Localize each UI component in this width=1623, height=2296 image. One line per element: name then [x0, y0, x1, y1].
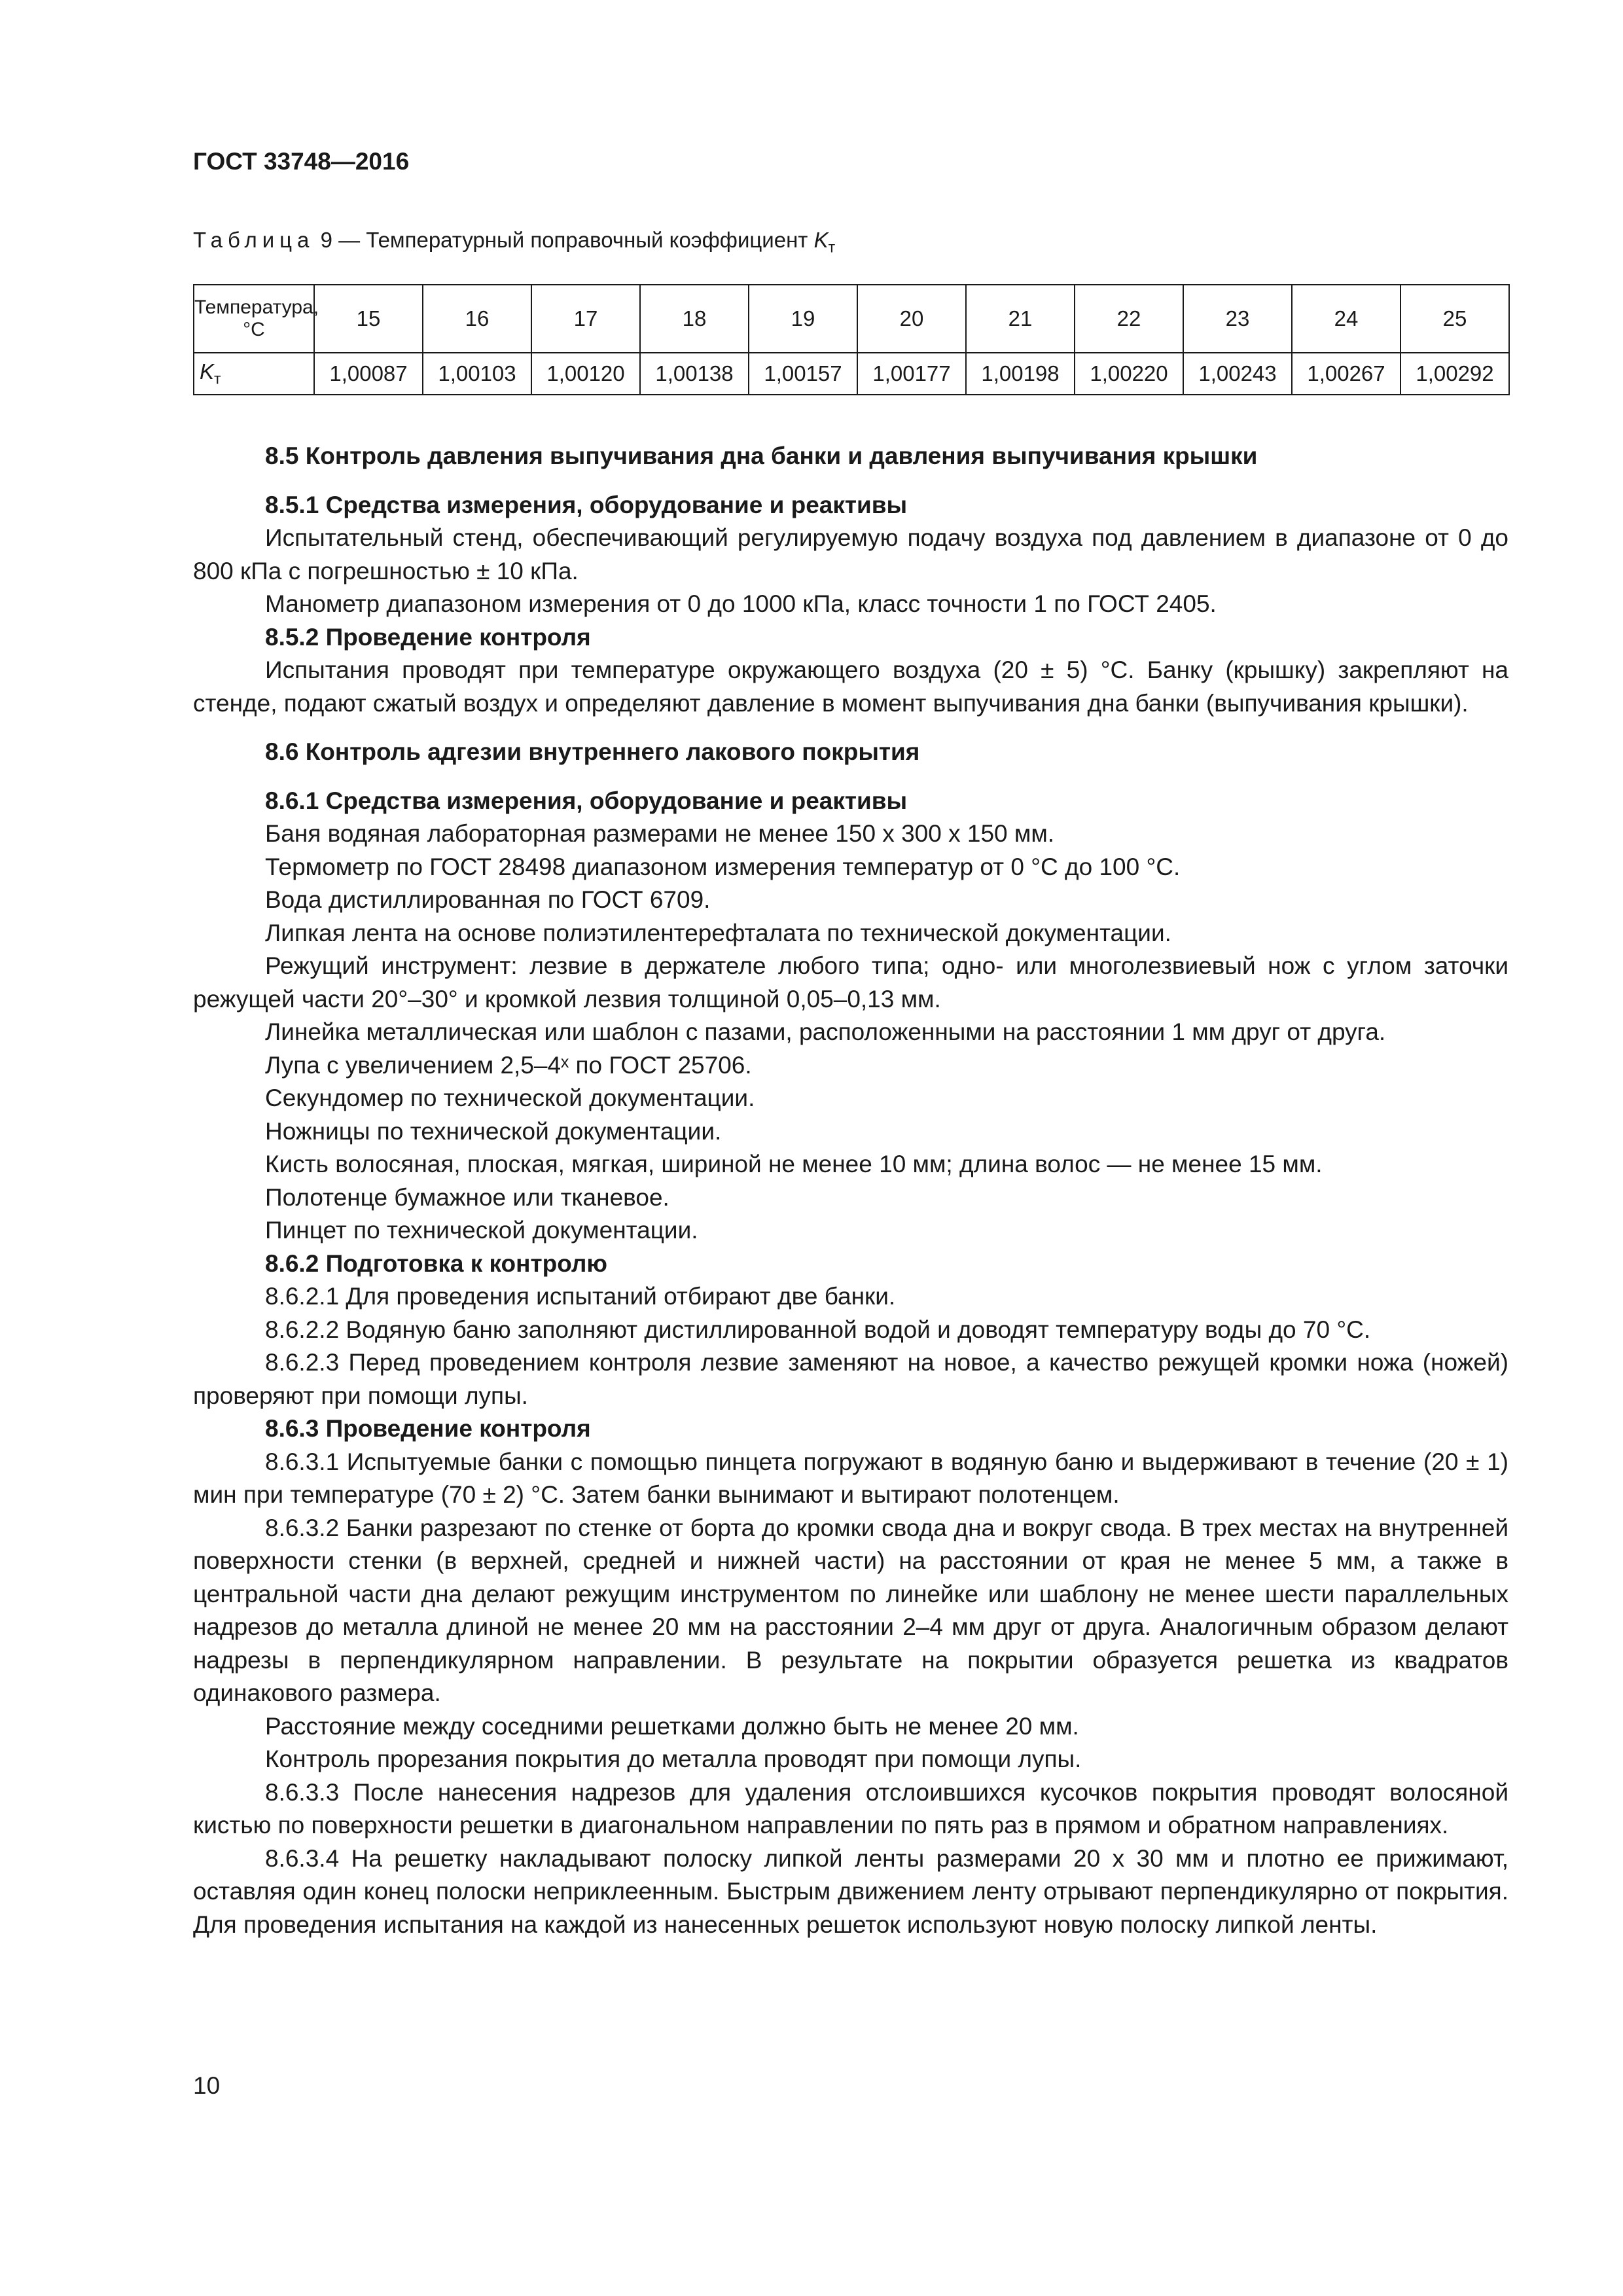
paragraph: Баня водяная лабораторная размерами не менее 150 x 300 x 150 мм. — [265, 820, 1055, 847]
paragraph: Расстояние между соседними решетками должно быть не менее 20 мм. — [265, 1712, 1079, 1740]
table-caption-label: Таблица — [193, 228, 315, 252]
table-cell-temperature: 23 — [1183, 285, 1292, 353]
paragraph: 8.6.2.1 Для проведения испытаний отбирают две банки. — [265, 1283, 896, 1310]
table-row-header-coefficient — [194, 353, 314, 395]
paragraph: Манометр диапазоном измерения от 0 до 1000 кПа, класс точности 1 по ГОСТ 2405. — [265, 590, 1217, 617]
section-heading-8-6-2: 8.6.2 Подготовка к контролю — [265, 1249, 608, 1277]
section-heading-8-6-1: 8.6.1 Средства измерения, оборудование и реактивы — [265, 787, 908, 814]
document-body — [193, 440, 1508, 1941]
table-row-header-symbol: K — [200, 359, 215, 384]
page-number: 10 — [193, 2072, 221, 2099]
table-cell-coefficient: 1,00292 — [1400, 353, 1509, 395]
paragraph: Лупа с увеличением 2,5–4ˣ по ГОСТ 25706. — [265, 1051, 752, 1079]
paragraph: 8.6.3.2 Банки разрезают по стенке от борта до кромки свода дна и вокруг свода. В трех местах на внутренней поверхности стенки (в верхней, средней и нижней части) на расстоянии от края не менее 5 мм, а также в центральной части дна делают режущим инструментом по линейке или шаблону не менее шести параллельных надрезов до металла длиной не менее 20 мм на расстоянии 2–4 мм друг от друга. Аналогичным образом делают надрезы в перпендикулярном направлении. В результате на покрытии образуется решетка из квадратов одинакового размера. — [193, 1514, 1508, 1706]
paragraph: Линейка металлическая или шаблон с пазами, расположенными на расстоянии 1 мм друг от друга. — [265, 1018, 1386, 1045]
paragraph: 8.6.3.1 Испытуемые банки с помощью пинцета погружают в водяную баню и выдерживают в течение (20 ± 1) мин при температуре (70 ± 2) °С. Затем банки вынимают и вытирают полотенцем. — [193, 1448, 1508, 1508]
paragraph: 8.6.3.3 После нанесения надрезов для удаления отслоившихся кусочков покрытия проводят волосяной кистью по поверхности решетки в диагональном направлении по пять раз в прямом и обратном направлениях. — [193, 1778, 1508, 1839]
paragraph: Вода дистиллированная по ГОСТ 6709. — [265, 886, 711, 913]
document-header: ГОСТ 33748—2016 — [193, 148, 410, 175]
paragraph: Испытания проводят при температуре окружающего воздуха (20 ± 5) °С. Банку (крышку) закрепляют на стенде, подают сжатый воздух и определяют давление в момент выпучивания дна банки (выпучивания крышки). — [193, 656, 1508, 717]
table-row-temperature — [194, 285, 1509, 353]
table-cell-coefficient: 1,00267 — [1292, 353, 1400, 395]
paragraph: Липкая лента на основе полиэтилентерефталата по технической документации. — [265, 919, 1171, 946]
table-cell-temperature: 17 — [531, 285, 640, 353]
section-heading-8-6-3: 8.6.3 Проведение контроля — [265, 1415, 591, 1442]
paragraph: Секундомер по технической документации. — [265, 1085, 755, 1111]
table-cell-temperature: 21 — [966, 285, 1075, 353]
table-cell-coefficient: 1,00243 — [1183, 353, 1292, 395]
paragraph: Полотенце бумажное или тканевое. — [265, 1183, 669, 1211]
table-caption-number: 9 — [320, 228, 332, 252]
table-cell-temperature: 22 — [1075, 285, 1183, 353]
table-cell-temperature: 18 — [640, 285, 749, 353]
table-cell-coefficient: 1,00157 — [749, 353, 857, 395]
table-row-coefficient — [194, 353, 1509, 395]
table-cell-coefficient: 1,00120 — [531, 353, 640, 395]
table-cell-temperature: 15 — [314, 285, 423, 353]
section-heading-8-5-1: 8.5.1 Средства измерения, оборудование и реактивы — [265, 491, 908, 518]
paragraph: Режущий инструмент: лезвие в держателе любого типа; одно- или многолезвиевый нож с углом заточки режущей части 20°–30° и кромкой лезвия толщиной 0,05–0,13 мм. — [193, 952, 1508, 1013]
paragraph: Испытательный стенд, обеспечивающий регулируемую подачу воздуха под давлением в диапазоне от 0 до 800 кПа с погрешностью ± 10 кПа. — [193, 524, 1508, 584]
paragraph: Ножницы по технической документации. — [265, 1117, 722, 1145]
paragraph: Контроль прорезания покрытия до металла проводят при помощи лупы. — [265, 1746, 1082, 1772]
paragraph: 8.6.2.2 Водяную баню заполняют дистиллированной водой и доводят температуру воды до 70 °С. — [265, 1316, 1371, 1343]
table-row-header-temperature: Температура, °С — [194, 285, 314, 353]
table-cell-temperature: 19 — [749, 285, 857, 353]
table-cell-temperature: 16 — [423, 285, 531, 353]
paragraph: Пинцет по технической документации. — [265, 1217, 698, 1244]
section-heading-8-6: 8.6 Контроль адгезии внутреннего лакового покрытия — [265, 738, 920, 765]
table-row-header-subscript: т — [214, 370, 221, 387]
paragraph: Термометр по ГОСТ 28498 диапазоном измерения температур от 0 °С до 100 °С. — [265, 853, 1181, 880]
temperature-coefficient-table — [193, 284, 1510, 395]
table-caption-symbol: K — [813, 228, 829, 252]
table-cell-coefficient: 1,00220 — [1075, 353, 1183, 395]
table-cell-coefficient: 1,00177 — [857, 353, 966, 395]
table-cell-coefficient: 1,00198 — [966, 353, 1075, 395]
section-heading-8-5-2: 8.5.2 Проведение контроля — [265, 623, 591, 651]
table-cell-temperature: 25 — [1400, 285, 1509, 353]
paragraph: 8.6.2.3 Перед проведением контроля лезвие заменяют на новое, а качество режущей кромки ножа (ножей) проверяют при помощи лупы. — [193, 1349, 1508, 1409]
table-cell-coefficient: 1,00087 — [314, 353, 423, 395]
paragraph: 8.6.3.4 На решетку накладывают полоску липкой ленты размерами 20 x 30 мм и плотно ее прижимают, оставляя один конец полоски неприклеенным. Быстрым движением ленту отрывают перпендикулярно от покрытия. Для проведения испытания на каждой из нанесенных решеток используют новую полоску липкой ленты. — [193, 1844, 1508, 1938]
table-cell-temperature: 24 — [1292, 285, 1400, 353]
table-caption — [193, 228, 835, 257]
table-cell-coefficient: 1,00138 — [640, 353, 749, 395]
table-caption-subscript: т — [828, 238, 836, 256]
paragraph: Кисть волосяная, плоская, мягкая, шириной не менее 10 мм; длина волос — не менее 15 мм. — [265, 1151, 1323, 1177]
section-heading-8-5: 8.5 Контроль давления выпучивания дна банки и давления выпучивания крышки — [265, 442, 1258, 469]
table-caption-text: — Температурный поправочный коэффициент — [338, 228, 814, 252]
table-cell-coefficient: 1,00103 — [423, 353, 531, 395]
table-cell-temperature: 20 — [857, 285, 966, 353]
